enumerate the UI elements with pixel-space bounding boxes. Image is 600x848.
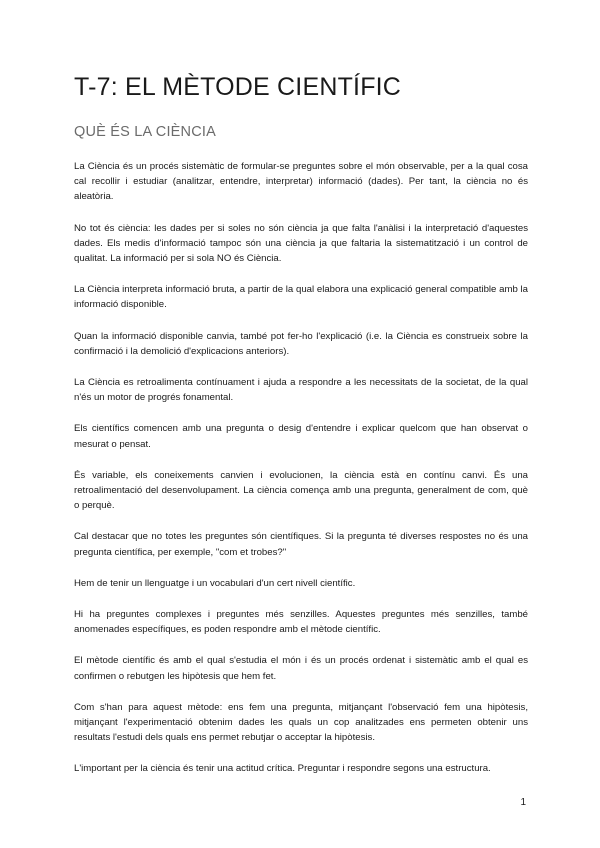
paragraph: El mètode científic és amb el qual s'estudia el món i és un procés ordenat i sistemàtic amb el qual es confirmen o rebutgen les hipòtesis que hem fet.	[74, 655, 528, 682]
page-number: 1	[520, 797, 526, 808]
paragraph: Els científics comencen amb una pregunta o desig d'entendre i explicar quelcom que han observat o mesurat o pensat.	[74, 423, 528, 450]
paragraph: Hem de tenir un llenguatge i un vocabulari d'un cert nivell científic.	[74, 577, 356, 589]
paragraph: Hi ha preguntes complexes i preguntes més senzilles. Aquestes preguntes més senzilles, també anomenades específiques, es poden respondre amb el mètode científic.	[74, 609, 528, 636]
paragraph: No tot és ciència: les dades per si soles no són ciència ja que falta l'anàlisi i la interpretació d'aquestes dades. Els medis d'informació tampoc són una ciència ja que faltaria la sistematització i un control de qualitat. La informació per si sola NO és Ciència.	[74, 222, 528, 265]
paragraph: La Ciència és un procés sistemàtic de formular-se preguntes sobre el món observable, per a la qual cosa cal recollir i estudiar (analitzar, entendre, interpretar) informació (dades). Per tant, la ciència no és aleatòria.	[74, 161, 528, 203]
paragraph: És variable, els coneixements canvien i evolucionen, la ciència està en contínu canvi. És una retroalimentació del desenvolupament. La ciència comença amb una pregunta, generalment de com, què o perquè.	[74, 469, 528, 512]
paragraph: Com s'han para aquest mètode: ens fem una pregunta, mitjançant l'observació fem una hipòtesis, mitjançant l'experimentació obtenim dades les quals un cop analitzades ens permeten obtenir uns resultats l'estudi dels quals ens permet rebutjar o acceptar la hipòtesis.	[74, 701, 528, 744]
paragraph: L'important per la ciència és tenir una actitud crítica. Preguntar i respondre segons una estructura.	[74, 763, 491, 775]
document-body	[74, 159, 528, 793]
section-heading: QUÈ ÉS LA CIÈNCIA	[74, 124, 216, 140]
paragraph: La Ciència interpreta informació bruta, a partir de la qual elabora una explicació general compatible amb la informació disponible.	[74, 284, 528, 311]
page-title: T-7: EL MÈTODE CIENTÍFIC	[74, 73, 402, 101]
paragraph: La Ciència es retroalimenta contínuament i ajuda a respondre a les necessitats de la societat, de la qual n'és un motor de progrés fonamental.	[74, 377, 528, 404]
paragraph: Cal destacar que no totes les preguntes són científiques. Si la pregunta té diverses respostes no és una pregunta científica, per exemple, "com et trobes?"	[74, 531, 528, 558]
paragraph: Quan la informació disponible canvia, també pot fer-ho l'explicació (i.e. la Ciència es construeix sobre la confirmació i la demolició d'explicacions anteriors).	[74, 330, 528, 357]
